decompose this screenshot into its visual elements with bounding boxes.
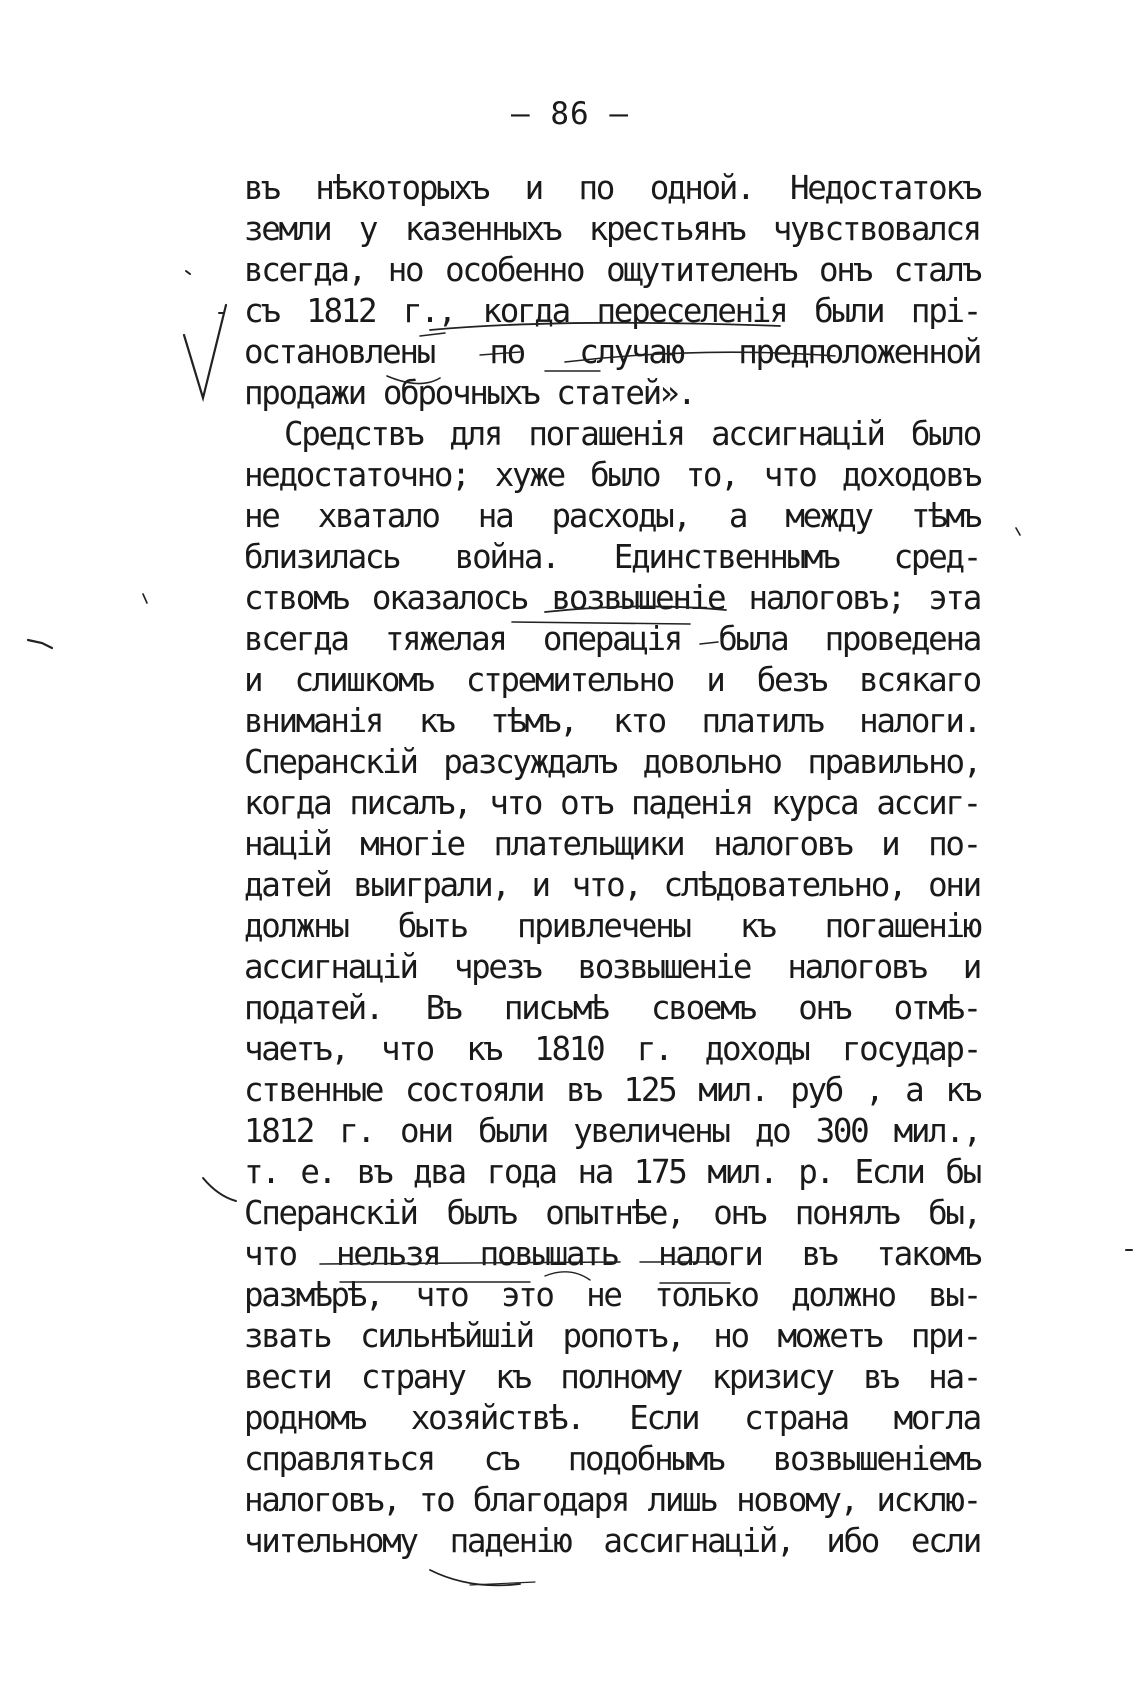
word: они xyxy=(400,1112,452,1150)
word: и xyxy=(962,948,980,986)
word: увеличены xyxy=(573,1112,729,1150)
word: на xyxy=(477,497,513,535)
word: доходовъ xyxy=(841,456,980,494)
word: что xyxy=(381,1030,433,1068)
word: податей. xyxy=(244,989,383,1027)
word: паденію xyxy=(449,1522,571,1560)
word: тѣмъ xyxy=(910,497,980,535)
text-line xyxy=(244,1193,980,1234)
text-line xyxy=(244,537,980,578)
word: Средствъ xyxy=(284,415,423,453)
word: платилъ xyxy=(701,702,823,740)
word: страна xyxy=(744,1399,848,1437)
word: г., xyxy=(403,292,455,330)
word: предположенной xyxy=(738,333,980,371)
word: 175 xyxy=(633,1153,686,1191)
margin-check-mark xyxy=(184,305,226,398)
word: выиграли, xyxy=(353,866,509,904)
word: по- xyxy=(928,825,980,863)
word: чаетъ, xyxy=(244,1030,348,1068)
word: возвышеніемъ xyxy=(772,1440,980,1478)
text-line xyxy=(244,496,980,537)
word: сталъ xyxy=(893,251,980,289)
word: ассиг- xyxy=(876,784,980,822)
word: что xyxy=(763,456,816,494)
word: оброчныхъ xyxy=(382,374,539,412)
word: такомъ xyxy=(876,1235,980,1273)
word: г. xyxy=(636,1030,672,1068)
word: исклю- xyxy=(876,1481,980,1519)
body-text xyxy=(244,168,980,1562)
word: р. xyxy=(798,1153,833,1191)
text-line xyxy=(244,414,980,455)
text-line xyxy=(244,701,980,742)
word: налоговъ; xyxy=(748,579,904,617)
word: привлечены xyxy=(517,907,690,945)
text-line xyxy=(244,988,980,1029)
word: когда xyxy=(244,784,331,822)
margin-tick xyxy=(143,594,147,603)
word: подобнымъ xyxy=(567,1440,724,1478)
word: онъ xyxy=(798,989,851,1027)
word: страну xyxy=(360,1358,465,1396)
word: земли xyxy=(244,210,331,248)
word: къ xyxy=(945,1071,980,1109)
word: слѣдовательно, xyxy=(663,866,906,904)
text-line xyxy=(244,783,980,824)
word: справляться xyxy=(244,1440,434,1478)
word: особенно xyxy=(445,251,584,289)
word: многіе xyxy=(360,825,464,863)
word: чрезъ xyxy=(453,948,541,986)
margin-hook-mark xyxy=(203,1178,236,1201)
word: для xyxy=(449,415,502,453)
word: но xyxy=(387,251,423,289)
word: но xyxy=(713,1317,748,1355)
word: остановлены xyxy=(244,333,434,371)
word: звать xyxy=(244,1317,331,1355)
word: къ xyxy=(466,1030,501,1068)
word: при- xyxy=(910,1317,980,1355)
text-line xyxy=(244,291,980,332)
word: не xyxy=(244,497,279,535)
word: переселенія xyxy=(596,292,787,330)
word: Единственнымъ xyxy=(613,538,839,576)
word: хуже xyxy=(494,456,564,494)
text-line xyxy=(244,1480,980,1521)
text-line xyxy=(244,1234,980,1275)
word: были xyxy=(478,1112,548,1150)
word: повышать xyxy=(479,1235,618,1273)
text-line xyxy=(244,1111,980,1152)
word: всегда, xyxy=(244,251,365,289)
word: родномъ xyxy=(244,1399,365,1437)
word: къ xyxy=(739,907,775,945)
word: и xyxy=(244,661,262,699)
word: хватало xyxy=(317,497,439,535)
word: и xyxy=(706,661,724,699)
word: въ xyxy=(801,1235,837,1273)
word: 300 xyxy=(815,1112,868,1150)
word: благодаря xyxy=(472,1481,629,1519)
word: ропотъ, xyxy=(562,1317,684,1355)
word: статей». xyxy=(556,374,695,412)
word: погашенію xyxy=(824,907,980,945)
word: операція xyxy=(542,620,682,658)
word: размѣрѣ, xyxy=(244,1276,383,1314)
word: тѣмъ, xyxy=(490,702,577,740)
word: два xyxy=(412,1153,465,1191)
text-line xyxy=(244,168,980,209)
page-number: — 86 — xyxy=(511,96,629,132)
word: въ xyxy=(244,169,279,207)
word: мил. xyxy=(698,1071,768,1109)
word: и xyxy=(531,866,549,904)
word: съ xyxy=(244,292,279,330)
word: ственные xyxy=(244,1071,383,1109)
word: , xyxy=(864,1071,883,1109)
word: война. xyxy=(454,538,559,576)
word: по xyxy=(578,169,614,207)
word: въ xyxy=(356,1153,392,1191)
word: на xyxy=(577,1153,612,1191)
word: погашенія xyxy=(528,415,684,453)
word: одной. xyxy=(649,169,754,207)
text-line xyxy=(244,660,980,701)
word: къ xyxy=(418,702,454,740)
word: эта xyxy=(928,579,980,617)
text-line xyxy=(244,250,980,291)
text-line xyxy=(244,332,980,373)
text-line xyxy=(244,742,980,783)
word: Въ xyxy=(425,989,461,1027)
word: мил. xyxy=(707,1153,777,1191)
word: продажи xyxy=(244,374,365,412)
word: ощутителенъ xyxy=(606,251,797,289)
word: къ xyxy=(495,1358,530,1396)
word: то, xyxy=(685,456,738,494)
word: кризису xyxy=(711,1358,833,1396)
text-line xyxy=(244,1316,980,1357)
word: вниманія xyxy=(244,702,383,740)
word: Сперанскій xyxy=(244,743,417,781)
word: крестьянъ xyxy=(588,210,745,248)
word: 1810 xyxy=(534,1030,604,1068)
word: всегда xyxy=(244,620,348,658)
word: должны xyxy=(244,907,348,945)
word: до xyxy=(754,1112,790,1150)
text-line xyxy=(244,1152,980,1193)
word: плательщики xyxy=(493,825,684,863)
word: нельзя xyxy=(335,1235,440,1273)
word: что xyxy=(415,1276,468,1314)
word: мил., xyxy=(893,1112,980,1150)
word: чительному xyxy=(244,1522,417,1560)
word: случаю xyxy=(579,333,683,371)
word: бы xyxy=(945,1153,980,1191)
text-line xyxy=(244,619,980,660)
text-line xyxy=(244,1398,980,1439)
word: налоговъ xyxy=(787,948,926,986)
word: они xyxy=(928,866,980,904)
word: е. xyxy=(300,1153,335,1191)
word: на- xyxy=(928,1358,980,1396)
word: доходы xyxy=(704,1030,809,1068)
text-line xyxy=(244,1357,980,1398)
word: возвышеніе xyxy=(551,579,725,617)
word: бы, xyxy=(928,1194,980,1232)
word: писалъ, xyxy=(349,784,471,822)
word: была xyxy=(718,620,788,658)
text-line xyxy=(244,373,980,414)
word: вы- xyxy=(928,1276,980,1314)
text-line xyxy=(244,865,980,906)
word: ассигнацій, xyxy=(603,1522,794,1560)
word: Если xyxy=(854,1153,924,1191)
word: слишкомъ xyxy=(294,661,433,699)
word: руб xyxy=(790,1071,843,1109)
word: были xyxy=(814,292,884,330)
word: по xyxy=(489,333,524,371)
text-line xyxy=(244,824,980,865)
word: было xyxy=(590,456,660,494)
word: опытнѣе, xyxy=(545,1194,684,1232)
word: налоги xyxy=(657,1235,762,1273)
word: въ xyxy=(566,1071,601,1109)
word: не xyxy=(586,1276,621,1314)
word: расходы, xyxy=(551,497,690,535)
word: ибо xyxy=(826,1522,879,1560)
text-line xyxy=(244,1029,980,1070)
word: можетъ xyxy=(777,1317,882,1355)
word: полному xyxy=(560,1358,682,1396)
word: курса xyxy=(770,784,858,822)
word: понялъ xyxy=(794,1194,899,1232)
word: въ xyxy=(863,1358,898,1396)
word: 125 xyxy=(623,1071,676,1109)
word: государ- xyxy=(841,1030,980,1068)
word: налоговъ xyxy=(713,825,852,863)
word: Сперанскій xyxy=(244,1194,417,1232)
word: письмѣ xyxy=(503,989,608,1027)
word: а xyxy=(728,497,747,535)
word: недостаточно; xyxy=(244,456,469,494)
word: то xyxy=(418,1481,454,1519)
word: а xyxy=(905,1071,923,1109)
word: что xyxy=(244,1235,296,1273)
word: только xyxy=(654,1276,758,1314)
text-line xyxy=(244,1521,980,1562)
word: правильно, xyxy=(807,743,980,781)
margin-tick xyxy=(28,640,52,648)
word: близилась xyxy=(244,538,400,576)
underline-stroke xyxy=(470,1582,535,1585)
word: датей xyxy=(244,866,331,904)
underline-stroke xyxy=(430,1570,520,1585)
word: лишь xyxy=(647,1481,717,1519)
word: Если xyxy=(629,1399,699,1437)
word: ассигнацій xyxy=(711,415,884,453)
word: 1812 xyxy=(306,292,376,330)
word: если xyxy=(910,1522,980,1560)
word: ствомъ xyxy=(244,579,348,617)
word: нѣкоторыхъ xyxy=(315,169,488,207)
word: чувствовался xyxy=(772,210,980,248)
word: налоговъ, xyxy=(244,1481,400,1519)
word: оказалось xyxy=(371,579,528,617)
text-line xyxy=(244,455,980,496)
word: Недостатокъ xyxy=(790,169,980,207)
word: налоги. xyxy=(859,702,980,740)
word: новому, xyxy=(736,1481,857,1519)
word: онъ xyxy=(818,251,871,289)
text-line xyxy=(244,578,980,619)
word: между xyxy=(785,497,872,535)
word: сред- xyxy=(893,538,980,576)
word: довольно xyxy=(642,743,781,781)
word: онъ xyxy=(713,1194,765,1232)
text-line xyxy=(244,209,980,250)
word: прі- xyxy=(910,292,980,330)
word: года xyxy=(486,1153,556,1191)
word: должно xyxy=(791,1276,895,1314)
word: что xyxy=(489,784,542,822)
word: націй xyxy=(244,825,331,863)
word: безъ xyxy=(756,661,826,699)
word: состояли xyxy=(405,1071,544,1109)
word: что, xyxy=(571,866,641,904)
word: своемъ xyxy=(651,989,755,1027)
text-line xyxy=(244,1070,980,1111)
margin-tick xyxy=(1016,528,1020,535)
word: г. xyxy=(339,1112,374,1150)
word: кто xyxy=(613,702,665,740)
margin-tick xyxy=(186,271,190,274)
word: у xyxy=(358,210,377,248)
word: тяжелая xyxy=(384,620,506,658)
word: всякаго xyxy=(859,661,980,699)
text-line xyxy=(244,1439,980,1480)
word: сильнѣйшій xyxy=(360,1317,533,1355)
word: когда xyxy=(482,292,569,330)
word: и xyxy=(881,825,899,863)
word: это xyxy=(500,1276,553,1314)
text-line xyxy=(244,1275,980,1316)
word: разсуждалъ xyxy=(443,743,616,781)
word: паденія xyxy=(631,784,752,822)
word: 1812 xyxy=(244,1112,314,1150)
word: было xyxy=(910,415,980,453)
word: возвышеніе xyxy=(577,948,751,986)
word: быть xyxy=(397,907,467,945)
word: и xyxy=(524,169,542,207)
word: отъ xyxy=(560,784,612,822)
word: ассигнацій xyxy=(244,948,417,986)
word: стремительно xyxy=(465,661,674,699)
word: проведена xyxy=(824,620,980,658)
word: хозяйствѣ. xyxy=(410,1399,584,1437)
text-line xyxy=(244,947,980,988)
word: вести xyxy=(244,1358,331,1396)
word: съ xyxy=(483,1440,519,1478)
word: казенныхъ xyxy=(404,210,561,248)
word: могла xyxy=(893,1399,980,1437)
word: былъ xyxy=(446,1194,516,1232)
word: отмѣ- xyxy=(893,989,980,1027)
word: т. xyxy=(244,1153,279,1191)
text-line xyxy=(244,906,980,947)
